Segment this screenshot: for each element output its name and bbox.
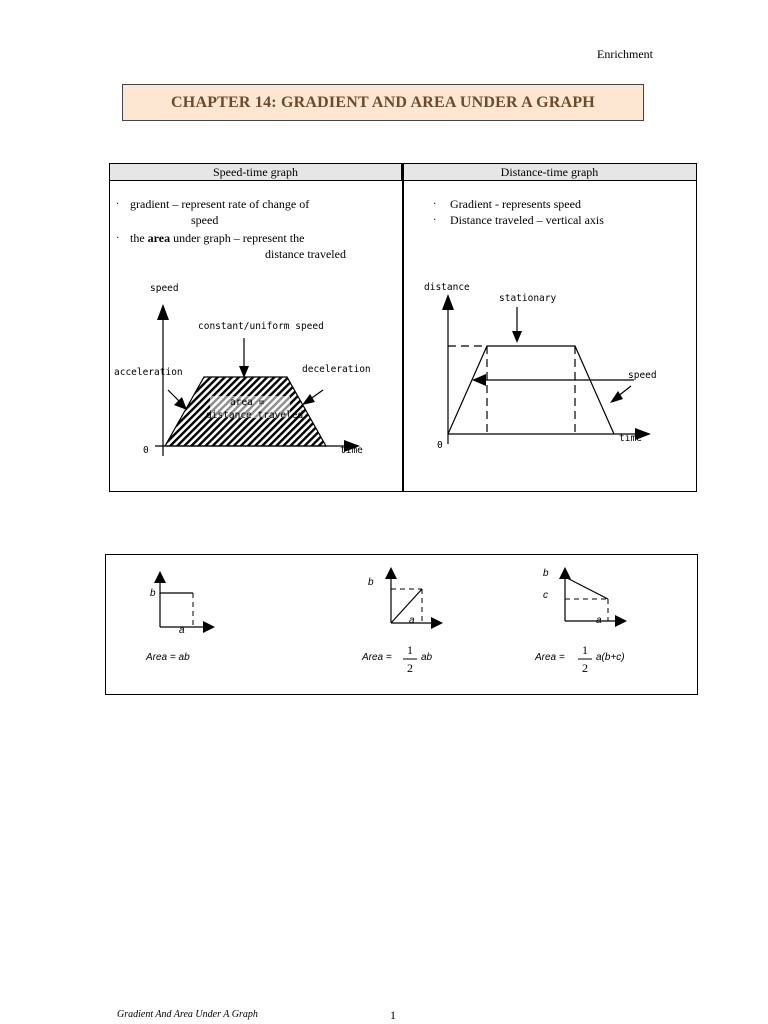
constant-speed-pointer-head [239,366,249,378]
chapter-title-box [122,84,644,121]
trap-fraction-num: 1 [582,643,588,657]
speed-time-header: Speed-time graph [110,164,403,181]
trap-top [565,577,608,599]
area-equals-label: area = [230,397,265,408]
speed-pointer-head [610,391,623,403]
rect-y-arrowhead [154,571,166,583]
speed-bullet-area [130,231,304,246]
header-label: Enrichment [597,47,653,61]
area-formulas-box [105,554,698,695]
deceleration-label: deceleration [302,364,371,375]
tri-hypotenuse [391,589,422,623]
distance-y-arrowhead [442,294,454,310]
trap-fraction-den: 2 [582,661,588,675]
rect-area-formula: Area = ab [146,652,190,663]
trap-a-label: a [596,615,602,626]
stationary-pointer-head [512,331,522,343]
tri-fraction-num: 1 [407,643,413,657]
tri-fraction-den: 2 [407,661,413,675]
trap-area-prefix: Area = [535,652,565,663]
distance-origin-label: 0 [437,440,443,451]
distance-bullet-gradient: Gradient - represents speed [450,197,581,211]
footer-title: Gradient And Area Under A Graph [117,1009,258,1020]
page-number: 1 [390,1008,396,1022]
trap-x-arrowhead [615,615,627,627]
bullet-dot: · [116,233,120,244]
acceleration-label: acceleration [114,367,183,378]
deceleration-pointer-head [302,394,315,405]
tri-x-arrowhead [431,617,443,629]
speed-origin-label: 0 [143,445,149,456]
graph-comparison-table [109,163,697,492]
speed-axis-label: speed [150,283,179,294]
speed-time-axis-label: time [340,445,363,456]
distance-time-axis-label: time [619,433,642,444]
area-pre: the [130,231,148,245]
tri-y-arrowhead [385,567,397,579]
distance-line [448,346,614,434]
tri-b-label: b [368,577,374,588]
distance-bullet-axis: Distance traveled – vertical axis [450,213,604,227]
trap-b-label: b [543,568,549,579]
distance-traveled-label: distance traveled [206,410,304,421]
acceleration-pointer-head [174,397,187,410]
area-bold: area [147,231,171,245]
rect-a-label: a [179,625,185,636]
constant-speed-label: constant/uniform speed [198,321,324,332]
tri-a-label: a [409,615,415,626]
trap-area-suffix: a(b+c) [596,652,625,663]
speed-y-arrowhead [157,304,169,320]
tri-area-prefix: Area = [362,652,392,663]
bullet-dot: · [433,215,437,226]
bullet-dot: · [116,199,120,210]
speed-label: speed [628,370,657,381]
speed-bullet-gradient-cont: speed [191,213,219,227]
speed-bullet-gradient: gradient – represent rate of change of [130,197,310,211]
distance-time-header: Distance-time graph [403,164,696,181]
rect-b-label: b [150,588,156,599]
rect-x-arrowhead [203,621,215,633]
bullet-dot: · [433,199,437,210]
chapter-title: CHAPTER 14: GRADIENT AND AREA UNDER A GRAPH [171,93,595,111]
speed-bullet-area-cont: distance traveled [265,247,346,261]
trap-c-label: c [543,590,548,601]
stationary-label: stationary [499,293,557,304]
tri-area-suffix: ab [421,652,433,663]
distance-axis-label: distance [424,282,470,293]
area-post: under graph – represent the [170,231,305,245]
